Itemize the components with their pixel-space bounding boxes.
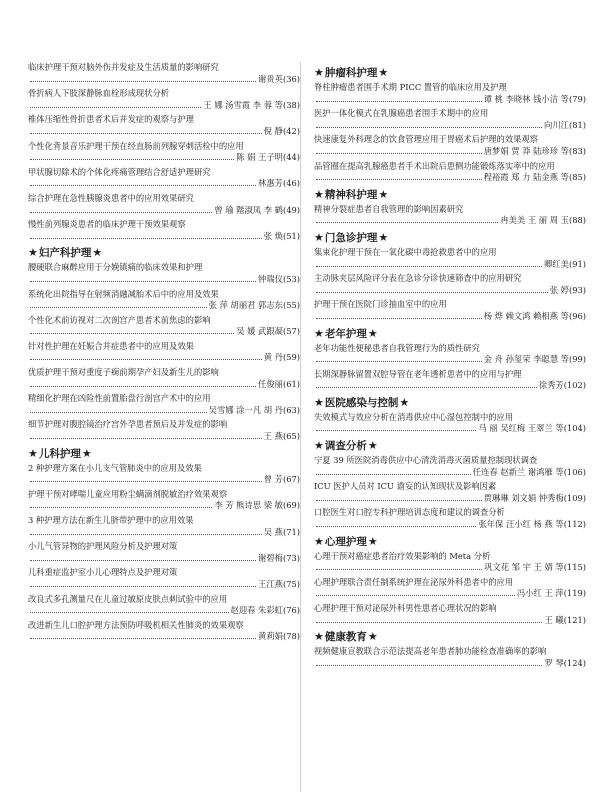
entry-meta <box>314 215 586 227</box>
page-number: (115) <box>563 562 586 573</box>
toc-entry[interactable] <box>28 393 300 416</box>
section-title: 门急诊护理 <box>324 231 378 244</box>
article-authors: 任俊丽 <box>258 378 283 389</box>
toc-entry[interactable] <box>28 463 300 486</box>
article-title: 改进新生儿口腔护理方法预防呼吸机相关性肺炎的效果观察 <box>28 619 244 630</box>
article-authors: 赵迎春 朱彩虹 <box>230 605 283 616</box>
article-title: 细节护理对腹腔镜治疗宫外孕患者预后及并发症的影响 <box>28 419 228 430</box>
article-title: 老年功能性便秘患者自我管理行为的质性研究 <box>314 342 480 353</box>
article-authors: 谭 桃 李晓林 钱小洁 等 <box>483 93 569 104</box>
entry-meta <box>28 274 300 286</box>
section-heading <box>314 326 586 341</box>
article-authors: 谢贵英 <box>258 73 283 84</box>
entry-meta <box>28 326 300 338</box>
dot-leader <box>316 101 482 102</box>
toc-entry[interactable] <box>28 262 300 285</box>
article-authors: 曾 瑜 階淑凤 李 鹤 <box>214 204 283 215</box>
article-title: 改良式多孔测量尺在儿童过敏原皮肤点刺试验中的应用 <box>28 593 228 604</box>
section-heading <box>314 438 586 453</box>
page-number: (65) <box>282 431 300 442</box>
page-number: (63) <box>282 404 300 415</box>
dot-leader <box>30 212 212 213</box>
star-icon: ★ <box>378 66 389 79</box>
dot-leader <box>316 474 471 475</box>
entry-meta <box>314 380 586 392</box>
section-title: 精神科护理 <box>324 188 378 201</box>
dot-leader <box>30 638 256 639</box>
section-heading <box>314 629 586 644</box>
star-icon: ★ <box>92 246 103 260</box>
article-title: 主动脉夹层风险评分表在急诊分诊快速筛查中的应用研究 <box>314 273 522 284</box>
entry-meta <box>28 500 300 512</box>
toc-entry[interactable] <box>314 343 586 366</box>
star-icon: ★ <box>28 446 38 460</box>
article-authors: 钟瑞仪 <box>258 273 283 284</box>
page-number: (57) <box>282 326 300 337</box>
article-authors: 向川江 <box>544 119 569 130</box>
toc-entry[interactable] <box>314 108 586 131</box>
entry-meta <box>314 311 586 323</box>
star-icon: ★ <box>399 395 410 409</box>
page-number: (59) <box>282 352 300 363</box>
toc-entry[interactable] <box>314 134 586 157</box>
page-number: (102) <box>563 380 586 391</box>
article-title: 护理干预对哮喘儿童应用粉尘螨滴剂脱敏治疗效果观察 <box>28 488 228 499</box>
toc-entry[interactable] <box>28 219 300 242</box>
article-title: 椎体压缩性骨折患者术后并发症的观察与护理 <box>28 114 194 125</box>
entry-meta <box>314 423 586 435</box>
dot-leader <box>316 500 482 501</box>
dot-leader <box>30 412 207 413</box>
article-title: 临床护理干预对脑外伤并发症及生活质量的影响研究 <box>28 62 219 72</box>
toc-entry[interactable] <box>28 62 300 85</box>
dot-leader <box>30 534 262 535</box>
section-title: 心理护理 <box>324 535 367 548</box>
article-title: 快速康复外科理念的饮食管理应用于胃癌术后护理的效果观察 <box>314 134 539 145</box>
section-title: 健康教育 <box>324 631 367 644</box>
page-number: (78) <box>282 631 300 642</box>
page-number: (73) <box>282 552 300 563</box>
dot-leader <box>316 595 515 596</box>
page-number: (71) <box>282 526 300 537</box>
entry-meta <box>314 120 586 132</box>
article-authors: 黄 丹 <box>263 352 283 363</box>
article-authors: 马 丽 吴红梅 王翠兰 等 <box>478 423 564 434</box>
dot-leader <box>30 185 256 186</box>
dot-leader <box>316 361 482 362</box>
toc-entry[interactable] <box>28 594 300 617</box>
star-icon: ★ <box>314 326 324 340</box>
section-heading <box>314 65 586 80</box>
section-title: 妇产科护理 <box>38 247 92 260</box>
article-authors: 卿红美 <box>544 258 569 269</box>
article-authors: 张年保 汪小红 杨 燕 等 <box>478 519 564 530</box>
toc-entry[interactable] <box>28 489 300 512</box>
toc-entry[interactable] <box>314 273 586 296</box>
article-authors: 王 燕 <box>263 431 283 442</box>
section-title: 医院感染与控制 <box>324 396 399 409</box>
article-title: 2 种护理方案在小儿支气管肺炎中的应用及效果 <box>28 462 202 473</box>
article-authors: 冯小红 王 萍 <box>516 588 564 599</box>
article-authors: 罗 琴 <box>544 657 564 668</box>
page-number: (76) <box>282 605 300 616</box>
toc-entry[interactable] <box>28 88 300 111</box>
toc-entry[interactable] <box>28 620 300 643</box>
toc-entry[interactable] <box>314 82 586 105</box>
dot-leader <box>30 507 212 508</box>
page-number: (96) <box>568 310 586 321</box>
dot-leader <box>30 159 234 160</box>
article-title: 视频健康宣教联合示范法提高老年患者肺功能检查准确率的影响 <box>314 646 547 657</box>
page-number: (109) <box>563 492 586 503</box>
entry-meta <box>314 588 586 600</box>
star-icon: ★ <box>314 230 324 244</box>
article-authors: 陈 娟 王子明 <box>236 152 283 163</box>
star-icon: ★ <box>28 246 38 260</box>
article-title: 脊柱肿瘤患者围手术期 PICC 置管的临床应用及护理 <box>314 82 507 92</box>
dot-leader <box>316 569 482 570</box>
star-icon: ★ <box>81 446 92 460</box>
entry-meta <box>314 94 586 106</box>
entry-meta <box>28 231 300 243</box>
article-authors: 黄莉娟 <box>258 631 283 642</box>
dot-leader <box>316 153 482 154</box>
dot-leader <box>316 292 548 293</box>
page-number: (124) <box>563 657 586 668</box>
toc-entry[interactable] <box>314 603 586 626</box>
article-authors: 杨 烨 赖文鸿 赖相燕 等 <box>483 310 569 321</box>
article-authors: 程裕霞 郑 力 陆金燕 等 <box>483 172 569 183</box>
page-number: (119) <box>563 588 586 599</box>
toc-entry[interactable] <box>314 247 586 270</box>
article-title: 长期深静脉留置双腔导管在老年透析患者中的应用与护理 <box>314 368 522 379</box>
section-title: 老年护理 <box>324 327 367 340</box>
toc-entry[interactable] <box>28 341 300 364</box>
page-number: (104) <box>563 423 586 434</box>
toc-entry[interactable] <box>28 315 300 338</box>
toc-entry[interactable] <box>28 289 300 312</box>
section-heading <box>314 187 586 202</box>
article-title: 系统化出院指导在射频消融减胎术后中的应用及效果 <box>28 288 219 299</box>
page-number: (88) <box>568 215 586 226</box>
entry-meta <box>28 431 300 443</box>
entry-meta <box>314 146 586 158</box>
article-title: 心理护理干预对泌尿外科男性患者心理状况的影响 <box>314 603 497 613</box>
dot-leader <box>316 526 476 527</box>
toc-entry[interactable] <box>28 141 300 164</box>
dot-leader <box>30 307 207 308</box>
toc-entry[interactable] <box>28 567 300 590</box>
entry-meta <box>28 579 300 591</box>
section-heading <box>314 534 586 549</box>
star-icon: ★ <box>314 534 324 548</box>
entry-meta <box>28 152 300 164</box>
article-title: 医护一体化模式在乳腺癌患者围手术期中的应用 <box>314 108 489 119</box>
dot-leader <box>30 612 229 613</box>
toc-entry[interactable] <box>28 419 300 442</box>
star-icon: ★ <box>314 630 324 644</box>
article-title: 品管圈在提高乳腺癌患者手术出院后患侧功能锻炼落实率中的应用 <box>314 160 555 171</box>
article-title: 腰硬联合麻醉应用于分娩镇痛的临床效果和护理 <box>28 262 203 273</box>
star-icon: ★ <box>314 187 324 201</box>
toc-entry[interactable] <box>314 646 586 669</box>
article-title: 骨折病人下肢深静脉血栓形成现状分析 <box>28 88 170 99</box>
page-number: (106) <box>563 466 586 477</box>
entry-meta <box>28 126 300 138</box>
article-title: ICU 医护人员对 ICU 谵妄的认知现状及影响因素 <box>314 481 497 492</box>
page-number: (112) <box>563 519 586 530</box>
section-title: 调查分析 <box>324 440 367 453</box>
star-icon: ★ <box>367 630 378 644</box>
page-number: (42) <box>282 125 300 136</box>
section-heading <box>28 446 300 461</box>
article-authors: 吴雪娜 涂一凡 胡 丹 <box>208 404 283 415</box>
dot-leader <box>316 622 542 623</box>
toc-entry[interactable] <box>314 412 586 435</box>
article-authors: 张 萍 胡丽君 郭志东 <box>208 300 283 311</box>
article-authors: 巩文花 邹 宇 王 婧 等 <box>484 562 564 573</box>
article-title: 儿科重症监护室小儿心理特点及护理对策 <box>28 567 178 578</box>
toc-left-column <box>28 62 300 646</box>
star-icon: ★ <box>367 534 378 548</box>
article-title: 3 种护理方法在新生儿脐带护理中的应用效果 <box>28 515 194 525</box>
entry-meta <box>28 352 300 364</box>
article-authors: 张 焕 <box>263 230 283 241</box>
star-icon: ★ <box>314 439 324 453</box>
entry-meta <box>314 519 586 531</box>
dot-leader <box>316 266 542 267</box>
star-icon: ★ <box>378 230 389 244</box>
page-number: (67) <box>282 474 300 485</box>
dot-leader <box>30 333 234 334</box>
dot-leader <box>316 127 542 128</box>
star-icon: ★ <box>314 66 324 79</box>
article-authors: 吴 燕 <box>263 526 283 537</box>
toc-entry[interactable] <box>314 455 586 478</box>
dot-leader <box>316 318 482 319</box>
entry-meta <box>28 205 300 217</box>
page-number: (83) <box>568 145 586 156</box>
toc-entry[interactable] <box>28 515 300 538</box>
page-number: (51) <box>282 230 300 241</box>
article-title: 集束化护理干预在一氧化碳中毒抢救患者中的应用 <box>314 246 497 257</box>
page-number: (55) <box>282 300 300 311</box>
column-divider <box>300 62 301 792</box>
article-authors: 金 舟 孙玺荣 李聪慧 等 <box>483 354 569 365</box>
article-title: 个性化背景音乐护理干预在经直肠前列腺穿刺活检中的应用 <box>28 140 244 151</box>
page-number: (36) <box>282 73 300 84</box>
dot-leader <box>30 386 256 387</box>
toc-entry[interactable] <box>28 114 300 137</box>
page-number: (121) <box>563 614 586 625</box>
page-number: (69) <box>282 500 300 511</box>
entry-meta <box>28 605 300 617</box>
toc-entry[interactable] <box>314 161 586 184</box>
article-authors: 倪 静 <box>263 125 283 136</box>
article-title: 宁夏 39 所医院消毒供应中心清洗消毒灭菌质量控制现状调查 <box>314 455 538 466</box>
entry-meta <box>314 285 586 297</box>
entry-meta <box>28 527 300 539</box>
article-title: 失效模式与效应分析在消毒供应中心湿包控制中的应用 <box>314 411 514 422</box>
star-icon: ★ <box>314 395 324 409</box>
article-title: 个性化术前访视对二次剖宫产患者术前焦虑的影响 <box>28 314 211 325</box>
toc-entry[interactable] <box>314 507 586 530</box>
article-authors: 曾 芳 <box>263 474 283 485</box>
entry-meta <box>28 74 300 86</box>
section-heading <box>314 395 586 410</box>
article-authors: 任连春 赵新兰 谢鸿雁 等 <box>472 466 564 477</box>
section-heading <box>28 245 300 260</box>
entry-meta <box>28 100 300 112</box>
dot-leader <box>316 430 476 431</box>
dot-leader <box>30 481 262 482</box>
entry-meta <box>314 354 586 366</box>
page-number: (49) <box>282 204 300 215</box>
page-number: (81) <box>568 119 586 130</box>
toc-entry[interactable] <box>28 193 300 216</box>
article-authors: 林惠芳 <box>258 178 283 189</box>
page-number: (93) <box>568 284 586 295</box>
article-authors: 徐秀芳 <box>538 380 564 391</box>
article-title: 护理干预在医院门诊抽血室中的应用 <box>314 299 447 310</box>
toc-entry[interactable] <box>314 577 586 600</box>
article-authors: 张 婷 <box>549 284 569 295</box>
article-title: 甲状腺切除术的个体化疼痛管理结合舒适护理研究 <box>28 166 211 177</box>
section-heading <box>314 230 586 245</box>
article-title: 口腔医生对口腔专科护理培训态度和建议的调查分析 <box>314 507 505 518</box>
page-number: (44) <box>282 152 300 163</box>
article-title: 精细化护理在凶险性前置胎盘行剖宫产术中的应用 <box>28 393 211 404</box>
section-title: 儿科护理 <box>38 447 81 460</box>
page-number: (91) <box>568 258 586 269</box>
entry-meta <box>28 178 300 190</box>
page-number: (75) <box>282 578 300 589</box>
article-title: 综合护理在急性胰腺炎患者中的应用效果研究 <box>28 192 194 203</box>
entry-meta <box>314 615 586 627</box>
page-number: (85) <box>568 172 586 183</box>
article-title: 慢性前列腺炎患者的临床护理干预效果观察 <box>28 219 186 230</box>
entry-meta <box>314 658 586 670</box>
article-authors: 谢碧梅 <box>258 552 283 563</box>
article-authors: 吴 媛 武跟凝 <box>236 326 283 337</box>
dot-leader <box>30 560 256 561</box>
dot-leader <box>30 81 256 82</box>
article-title: 心理护理联合责任制系统护理在泌尿外科患者中的应用 <box>314 576 514 587</box>
dot-leader <box>30 586 256 587</box>
entry-meta <box>28 379 300 391</box>
entry-meta <box>314 467 586 479</box>
page-number: (79) <box>568 93 586 104</box>
toc-entry[interactable] <box>314 369 586 392</box>
article-authors: 贾琳琳 刘文娟 钟秀梅 <box>483 492 564 503</box>
dot-leader <box>316 179 482 180</box>
dot-leader <box>30 133 262 134</box>
article-authors: 王江燕 <box>258 578 283 589</box>
dot-leader <box>30 438 262 439</box>
entry-meta <box>314 562 586 574</box>
article-authors: 王 曦 <box>544 614 564 625</box>
article-authors: 李 芳 熊诗思 梁 敏 <box>214 500 283 511</box>
entry-meta <box>314 493 586 505</box>
star-icon: ★ <box>367 326 378 340</box>
article-authors: 王 娜 汤雪霞 李 蓉 等 <box>203 99 283 110</box>
entry-meta <box>28 474 300 486</box>
entry-meta <box>28 300 300 312</box>
entry-meta <box>314 172 586 184</box>
dot-leader <box>316 222 498 223</box>
toc-entry[interactable] <box>314 551 586 574</box>
entry-meta <box>28 405 300 417</box>
entry-meta <box>314 259 586 271</box>
article-title: 优质护理干预对重度子痫前期孕产妇及新生儿的影响 <box>28 367 219 378</box>
article-title: 心理干预对癌症患者治疗效果影响的 Meta 分析 <box>314 550 491 561</box>
article-title: 精神分裂症患者自我管理的影响因素研究 <box>314 203 464 214</box>
dot-leader <box>316 387 537 388</box>
dot-leader <box>30 359 262 360</box>
section-title: 肿瘤科护理 <box>324 67 378 79</box>
star-icon: ★ <box>378 187 389 201</box>
page-number: (61) <box>282 378 300 389</box>
toc-entry[interactable] <box>28 167 300 190</box>
page-number: (46) <box>282 178 300 189</box>
toc-entry[interactable] <box>314 299 586 322</box>
toc-entry[interactable] <box>28 541 300 564</box>
dot-leader <box>30 107 201 108</box>
page-number: (99) <box>568 354 586 365</box>
toc-entry[interactable] <box>314 481 586 504</box>
article-title: 小儿气管异物的护理风险分析及护理对策 <box>28 541 178 552</box>
entry-meta <box>28 553 300 565</box>
toc-entry[interactable] <box>314 204 586 227</box>
page-number: (53) <box>282 273 300 284</box>
dot-leader <box>316 665 542 666</box>
article-title: 针对性护理在妊娠合并症患者中的应用及效果 <box>28 340 194 351</box>
dot-leader <box>30 238 262 239</box>
toc-right-column <box>314 62 586 672</box>
dot-leader <box>30 281 256 282</box>
star-icon: ★ <box>367 439 378 453</box>
article-authors: 唐梦娟 贾 莽 陆珍珍 等 <box>483 145 569 156</box>
toc-entry[interactable] <box>28 367 300 390</box>
page-number: (38) <box>282 99 300 110</box>
entry-meta <box>28 631 300 643</box>
article-authors: 冉美美 王 丽 周 玉 <box>500 215 569 226</box>
